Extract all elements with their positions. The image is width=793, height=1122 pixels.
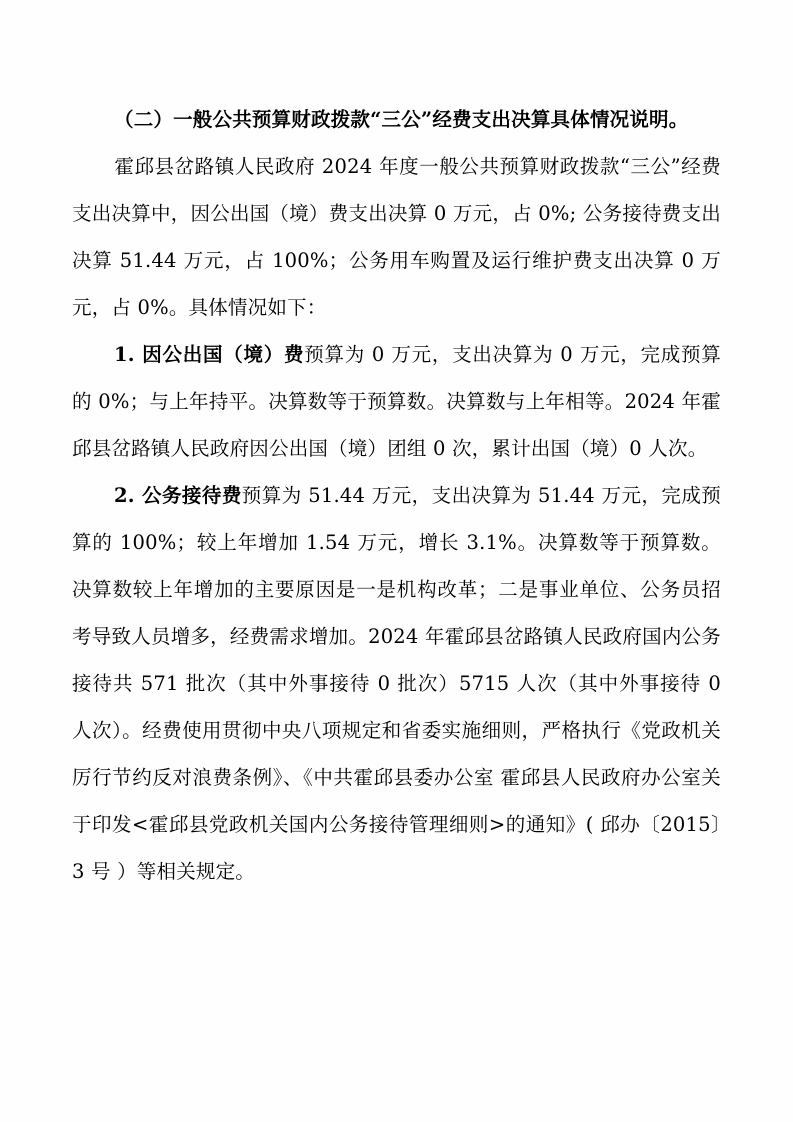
section-heading-text: （二）一般公共预算财政拨款“三公”经费支出决算具体情况说明。 xyxy=(114,108,689,131)
overview-paragraph xyxy=(72,143,721,331)
item-2-paragraph-text: 预算为 51.44 万元，支出决算为 51.44 万元，完成预算的 100%；较上年增加 1.54 万元，增长 3.1%。决算数等于预算数。决算数较上年增加的主要原因是一是机构改革；二是事业单位、公务员招考导致人员增多，经费需求增加。2024 年霍邱县岔路镇人民政府国内公务接待共 571 批次（其中外事接待 0 批次）5715 人次（其中外事接待 0 人次）。经费使用贯彻中央八项规定和省委实施细则，严格执行《党政机关厉行节约反对浪费条例》、《中共霍邱县委办公室 霍邱县人民政府办公室关于印发<霍邱县党政机关国内公务接待管理细则>的通知》( 邱办〔2015〕3 号 ）等相关规定。 xyxy=(72,484,721,883)
item-2-paragraph xyxy=(72,472,721,895)
overview-paragraph-text: 霍邱县岔路镇人民政府 2024 年度一般公共预算财政拨款“三公”经费支出决算中，因公出国（境）费支出决算 0 万元，占 0%; 公务接待费支出决算 51.44 万元，占 100%；公务用车购置及运行维护费支出决算 0 万元，占 0%。具体情况如下： xyxy=(72,155,721,319)
document-body xyxy=(72,96,721,895)
item-1-paragraph xyxy=(72,331,721,472)
item-2-lead-label: 2. 公务接待费 xyxy=(114,484,242,507)
item-1-paragraph-text: 预算为 0 万元，支出决算为 0 万元，完成预算的 0%；与上年持平。决算数等于预算数。决算数与上年相等。2024 年霍邱县岔路镇人民政府因公出国（境）团组 0 次，累计出国（境）0 人次。 xyxy=(72,343,721,460)
section-heading xyxy=(72,96,721,143)
item-1-lead-label: 1. 因公出国（境）费 xyxy=(114,343,305,366)
